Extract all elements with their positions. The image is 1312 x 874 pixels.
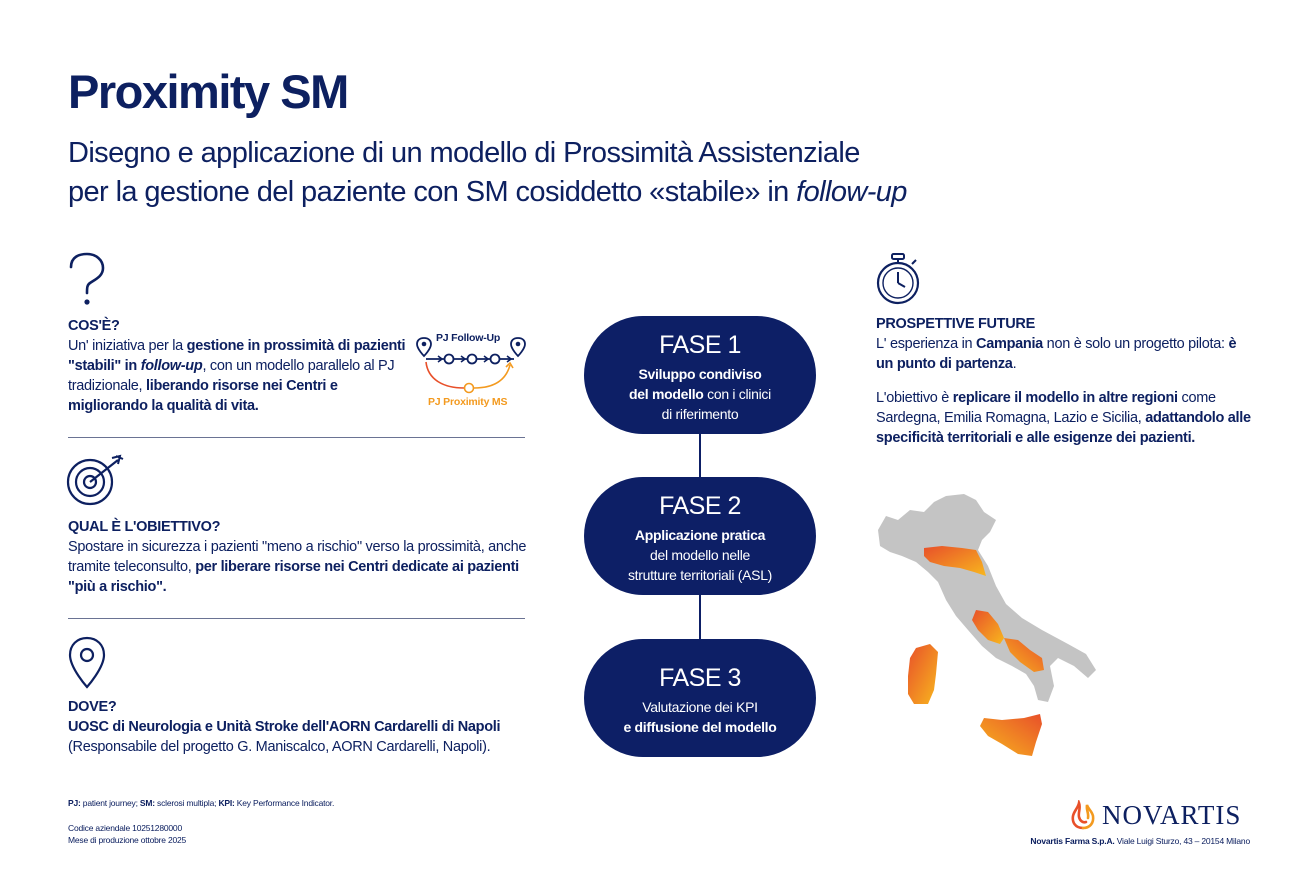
subtitle-line-2: per la gestione del paziente con SM cosiddetto «stabile» in follow-up bbox=[68, 176, 907, 208]
phase-1-pill: FASE 1 Sviluppo condiviso del modello con i clinici di riferimento bbox=[584, 316, 816, 434]
section-future bbox=[876, 314, 1256, 448]
page-title: Proximity SM bbox=[68, 65, 348, 118]
dove-bold-text: UOSC di Neurologia e Unità Stroke dell'AORN Cardarelli di Napoli bbox=[68, 719, 501, 735]
company-address: Novartis Farma S.p.A. Viale Luigi Sturzo, 43 – 20154 Milano bbox=[1030, 836, 1250, 846]
obiettivo-text: Spostare in sicurezza i pazienti "meno a rischio" verso la prossimità, anche tramite teleconsulto, per liberare risorse nei Centri dedicate ai pazienti "più a rischio". bbox=[68, 539, 527, 595]
page-subtitle bbox=[68, 134, 1068, 212]
cose-text: Un' iniziativa per la gestione in prossimità di pazienti "stabili" in follow-up, con un modello parallelo al PJ tradizionale, liberando risorse nei Centri e migliorando la qualità di vita. bbox=[68, 338, 406, 414]
section-cose bbox=[68, 316, 408, 416]
location-pin-icon bbox=[68, 636, 106, 690]
future-paragraph-2: L'obiettivo è replicare il modello in altre regioni come Sardegna, Emilia Romagna, Lazio e Sicilia, adattandolo alle specificità territoriali e alle esigenze dei pazienti. bbox=[876, 390, 1251, 446]
section-obiettivo bbox=[68, 517, 528, 597]
phase-connector-2 bbox=[699, 594, 701, 642]
phase-3-label: FASE 3 bbox=[659, 664, 741, 692]
obiettivo-title: QUAL È L'OBIETTIVO? bbox=[68, 519, 221, 535]
italy-map bbox=[872, 490, 1104, 762]
cose-title: COS'È? bbox=[68, 318, 120, 334]
novartis-flame-icon bbox=[1070, 800, 1096, 830]
dove-title: DOVE? bbox=[68, 699, 117, 715]
pj-diagram bbox=[414, 332, 532, 412]
map-region-sicilia bbox=[980, 714, 1042, 756]
future-paragraph-1: L' esperienza in Campania non è solo un progetto pilota: è un punto di partenza. bbox=[876, 336, 1237, 372]
divider-1 bbox=[68, 437, 525, 438]
pj-proximity-label: PJ Proximity MS bbox=[428, 396, 508, 408]
dove-text: (Responsabile del progetto G. Maniscalco, AORN Cardarelli, Napoli). bbox=[68, 739, 491, 755]
novartis-wordmark: NOVARTIS bbox=[1102, 800, 1242, 830]
divider-2 bbox=[68, 618, 525, 619]
stopwatch-icon bbox=[874, 252, 922, 306]
company-code: Codice aziendale 10251280000 bbox=[68, 823, 182, 833]
phase-3-pill: FASE 3 Valutazione dei KPI e diffusione del modello bbox=[584, 639, 816, 757]
target-icon bbox=[66, 454, 126, 506]
pj-follow-up-label: PJ Follow-Up bbox=[436, 332, 501, 344]
phase-connector-1 bbox=[699, 430, 701, 482]
phase-1-label: FASE 1 bbox=[659, 331, 741, 359]
abbreviations-note: PJ: patient journey; SM: sclerosi multipla; KPI: Key Performance Indicator. bbox=[68, 798, 335, 808]
phase-2-pill: FASE 2 Applicazione pratica del modello nelle strutture territoriali (ASL) bbox=[584, 477, 816, 595]
subtitle-line-1: Disegno e applicazione di un modello di Prossimità Assistenziale bbox=[68, 137, 860, 169]
novartis-logo bbox=[1070, 800, 1250, 832]
future-title: PROSPETTIVE FUTURE bbox=[876, 316, 1035, 332]
section-dove bbox=[68, 697, 548, 757]
phase-2-label: FASE 2 bbox=[659, 492, 741, 520]
map-region-sardegna bbox=[908, 644, 938, 704]
production-date: Mese di produzione ottobre 2025 bbox=[68, 835, 187, 845]
question-mark-icon bbox=[66, 252, 108, 308]
